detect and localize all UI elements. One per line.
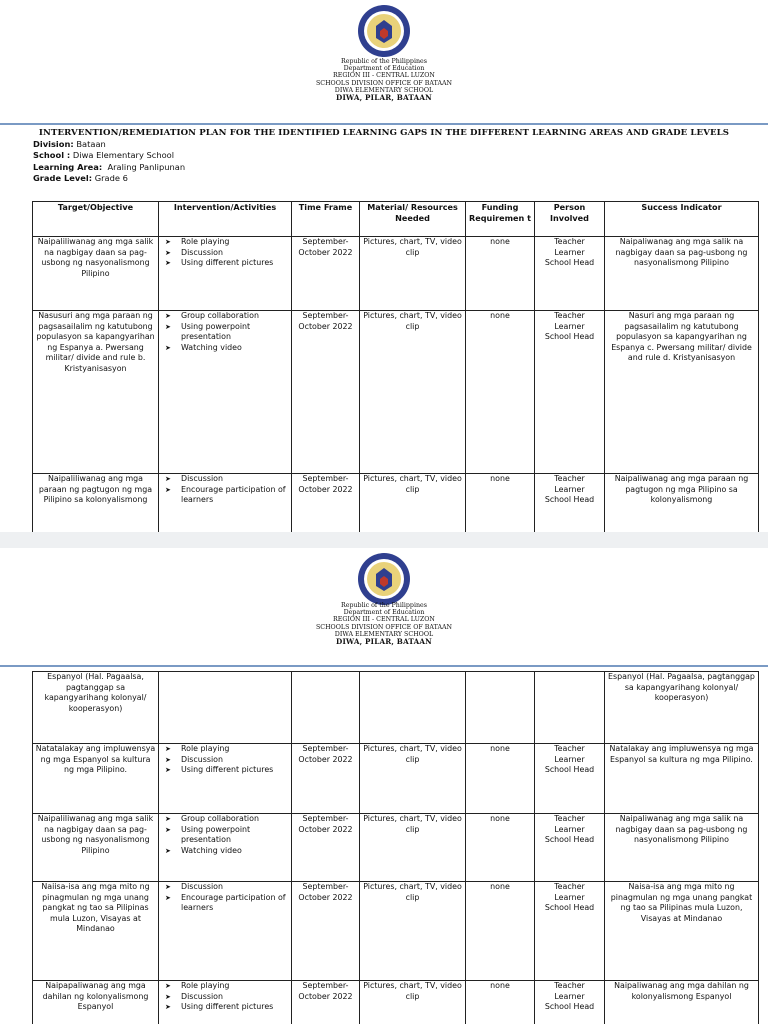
activity-item: ➤ Discussion	[161, 882, 289, 893]
person-item: School Head	[544, 258, 595, 267]
letterhead-address: DIWA, PILAR, BATAAN	[336, 93, 432, 103]
success-indicator-cell: Espanyol (Hal. Pagaalsa, pagtanggap sa kapangyarihang kolonyal/ kooperasyon)	[605, 672, 759, 744]
materials-cell: Pictures, chart, TV, video clip	[360, 237, 466, 311]
activity-item: ➤ Using powerpoint presentation	[161, 322, 289, 343]
materials-cell: Pictures, chart, TV, video clip	[360, 311, 466, 474]
person-item: Learner	[554, 247, 585, 257]
time-frame-cell: September- October 2022	[292, 744, 360, 814]
table-header-row	[33, 202, 759, 237]
time-frame-cell: September- October 2022	[292, 882, 360, 981]
letterhead-division-office: SCHOOLS DIVISION OFFICE OF BATAAN	[315, 79, 453, 87]
activities-cell	[159, 237, 292, 311]
target-objective-cell: Naipapaliwanag ang mga dahilan ng kolonyalismong Espanyol	[33, 981, 159, 1024]
success-indicator-cell: Natalakay ang impluwensya ng mga Espanyol sa kultura ng mga Pilipino.	[605, 744, 759, 814]
person-item: Teacher	[554, 981, 585, 990]
person-involved-cell	[535, 814, 605, 882]
activities-cell	[159, 981, 292, 1024]
target-objective-cell: Espanyol (Hal. Pagaalsa, pagtanggap sa kapangyarihang kolonyal/ kooperasyon)	[33, 672, 159, 744]
person-involved-cell	[535, 311, 605, 474]
funding-cell	[466, 672, 535, 744]
activity-item: ➤ Watching video	[161, 846, 289, 857]
funding-cell: none	[466, 474, 535, 538]
column-header: Funding Requiremen t	[466, 202, 535, 237]
letterhead	[0, 602, 768, 645]
person-item: School Head	[544, 835, 595, 844]
header-divider	[0, 665, 768, 667]
time-frame-cell: September- October 2022	[292, 237, 360, 311]
success-indicator-cell: Nasuri ang mga paraan ng pagsasailalim ng katutubong populasyon sa kapangyarihan ng Espanya c. Pwersang militar/ divide and rule d. Kristyanisasyon	[605, 311, 759, 474]
time-frame-cell: September- October 2022	[292, 474, 360, 538]
target-objective-cell: Nasusuri ang mga paraan ng pagsasailalim ng katutubong populasyon sa kapangyarihan ng Espanya a. Pwersang militar/ divide and rule b. Kristyanisasyon	[33, 311, 159, 474]
person-item: Learner	[554, 754, 585, 764]
table-row	[33, 474, 759, 538]
activities-cell	[159, 474, 292, 538]
column-header: Success Indicator	[605, 202, 759, 237]
person-item: Learner	[554, 321, 585, 331]
materials-cell: Pictures, chart, TV, video clip	[360, 474, 466, 538]
materials-cell: Pictures, chart, TV, video clip	[360, 744, 466, 814]
funding-cell: none	[466, 981, 535, 1024]
column-header: Time Frame	[292, 202, 360, 237]
letterhead-region: REGION III - CENTRAL LUZON	[333, 72, 435, 80]
person-item: Learner	[554, 824, 585, 834]
time-frame-cell: September- October 2022	[292, 814, 360, 882]
person-item: School Head	[544, 332, 595, 341]
person-involved-cell	[535, 672, 605, 744]
target-objective-cell: Naipaliliwanag ang mga salik na nagbigay daan sa pag-usbong ng nasyonalismong Pilipino	[33, 814, 159, 882]
person-involved-cell	[535, 744, 605, 814]
letterhead-republic: Republic of the Philippines	[340, 58, 427, 65]
letterhead-republic: Republic of the Philippines	[340, 602, 427, 609]
person-involved-cell	[535, 981, 605, 1024]
plan-table-page-1	[32, 201, 759, 538]
activities-cell	[159, 882, 292, 981]
activity-item: ➤ Using powerpoint presentation	[161, 825, 289, 846]
person-item: Teacher	[554, 882, 585, 891]
letterhead-deped: Department of Education	[343, 65, 425, 73]
person-item: Teacher	[554, 474, 585, 483]
funding-cell: none	[466, 814, 535, 882]
success-indicator-cell: Naipaliwanag ang mga dahilan ng kolonyalismong Espanyol	[605, 981, 759, 1024]
person-item: Learner	[554, 484, 585, 494]
success-indicator-cell: Naipaliwanag ang mga paraan ng pagtugon ng mga Pilipino sa kolonyalismong	[605, 474, 759, 538]
letterhead-school: DIWA ELEMENTARY SCHOOL	[334, 630, 434, 638]
activities-cell	[159, 311, 292, 474]
activities-cell	[159, 814, 292, 882]
funding-cell: none	[466, 744, 535, 814]
person-involved-cell	[535, 474, 605, 538]
plan-meta	[33, 139, 185, 185]
target-objective-cell: Naiisa-isa ang mga mito ng pinagmulan ng mga unang pangkat ng tao sa Pilipinas mula Luzon, Visayas at Mindanao	[33, 882, 159, 981]
letterhead	[0, 58, 768, 101]
person-involved-cell	[535, 882, 605, 981]
success-indicator-cell: Naipaliwanag ang mga salik na nagbigay daan sa pag-usbong ng nasyonalismong Pilipino	[605, 237, 759, 311]
activity-item: ➤ Role playing	[161, 744, 289, 755]
plan-table-page-2	[32, 671, 759, 1024]
table-row	[33, 744, 759, 814]
letterhead-address: DIWA, PILAR, BATAAN	[336, 637, 432, 647]
person-item: Teacher	[554, 814, 585, 823]
person-item: Learner	[554, 892, 585, 902]
activity-item: ➤ Watching video	[161, 343, 289, 354]
activities-cell	[159, 744, 292, 814]
table-row	[33, 981, 759, 1024]
time-frame-cell: September- October 2022	[292, 981, 360, 1024]
person-item: Learner	[554, 991, 585, 1001]
letterhead-deped: Department of Education	[343, 609, 425, 617]
funding-cell: none	[466, 882, 535, 981]
activity-item: ➤ Discussion	[161, 248, 289, 259]
activity-item: ➤ Encourage participation of learners	[161, 485, 289, 506]
person-item: School Head	[544, 765, 595, 774]
column-header: Target/Objective	[33, 202, 159, 237]
activity-item: ➤ Encourage participation of learners	[161, 893, 289, 914]
target-objective-cell: Natatalakay ang impluwensya ng mga Espanyol sa kultura ng mga Pilipino.	[33, 744, 159, 814]
funding-cell: none	[466, 311, 535, 474]
funding-cell: none	[466, 237, 535, 311]
activity-item: ➤ Discussion	[161, 992, 289, 1003]
activity-item: ➤ Group collaboration	[161, 311, 289, 322]
materials-cell	[360, 672, 466, 744]
activity-item: ➤ Using different pictures	[161, 258, 289, 269]
plan-title: INTERVENTION/REMEDIATION PLAN FOR THE IDENTIFIED LEARNING GAPS IN THE DIFFERENT LEARNING AREAS AND GRADE LEVELS	[38, 128, 730, 138]
header-divider	[0, 123, 768, 125]
table-row	[33, 311, 759, 474]
activity-item: ➤ Using different pictures	[161, 1002, 289, 1013]
person-item: School Head	[544, 495, 595, 504]
activity-item: ➤ Role playing	[161, 237, 289, 248]
document-page-2	[0, 548, 768, 1024]
materials-cell: Pictures, chart, TV, video clip	[360, 882, 466, 981]
person-item: School Head	[544, 1002, 595, 1011]
person-involved-cell	[535, 237, 605, 311]
meta-grade-level: Grade Level: Grade 6	[33, 173, 128, 184]
column-header: Person Involved	[535, 202, 605, 237]
time-frame-cell: September- October 2022	[292, 311, 360, 474]
materials-cell: Pictures, chart, TV, video clip	[360, 814, 466, 882]
activities-cell	[159, 672, 292, 744]
activity-item: ➤ Group collaboration	[161, 814, 289, 825]
target-objective-cell: Naipaliliwanag ang mga salik na nagbigay daan sa pag-usbong ng nasyonalismong Pilipino	[33, 237, 159, 311]
meta-school: School : Diwa Elementary School	[33, 150, 175, 161]
person-item: Teacher	[554, 237, 585, 246]
letterhead-region: REGION III - CENTRAL LUZON	[333, 616, 435, 624]
deped-seal-icon	[357, 4, 411, 58]
activity-item: ➤ Discussion	[161, 755, 289, 766]
table-row	[33, 237, 759, 311]
success-indicator-cell: Naisa-isa ang mga mito ng pinagmulan ng mga unang pangkat ng tao sa Pilipinas mula Luzon, Visayas at Mindanao	[605, 882, 759, 981]
meta-division: Division: Bataan	[33, 139, 106, 149]
letterhead-school: DIWA ELEMENTARY SCHOOL	[334, 86, 434, 94]
deped-seal-icon	[357, 552, 411, 606]
person-item: Teacher	[554, 744, 585, 753]
table-row	[33, 672, 759, 744]
person-item: School Head	[544, 903, 595, 912]
meta-learning-area: Learning Area: Araling Panlipunan	[33, 161, 186, 172]
table-row	[33, 814, 759, 882]
activity-item: ➤ Role playing	[161, 981, 289, 992]
person-item: Teacher	[554, 311, 585, 320]
column-header: Material/ Resources Needed	[360, 202, 466, 237]
success-indicator-cell: Naipaliwanag ang mga salik na nagbigay daan sa pag-usbong ng nasyonalismong Pilipino	[605, 814, 759, 882]
table-row	[33, 882, 759, 981]
page-gap	[0, 532, 768, 548]
letterhead-division-office: SCHOOLS DIVISION OFFICE OF BATAAN	[315, 623, 453, 631]
target-objective-cell: Naipaliliwanag ang mga paraan ng pagtugon ng mga Pilipino sa kolonyalismong	[33, 474, 159, 538]
column-header: Intervention/Activities	[159, 202, 292, 237]
activity-item: ➤ Discussion	[161, 474, 289, 485]
time-frame-cell	[292, 672, 360, 744]
activity-item: ➤ Using different pictures	[161, 765, 289, 776]
materials-cell: Pictures, chart, TV, video clip	[360, 981, 466, 1024]
